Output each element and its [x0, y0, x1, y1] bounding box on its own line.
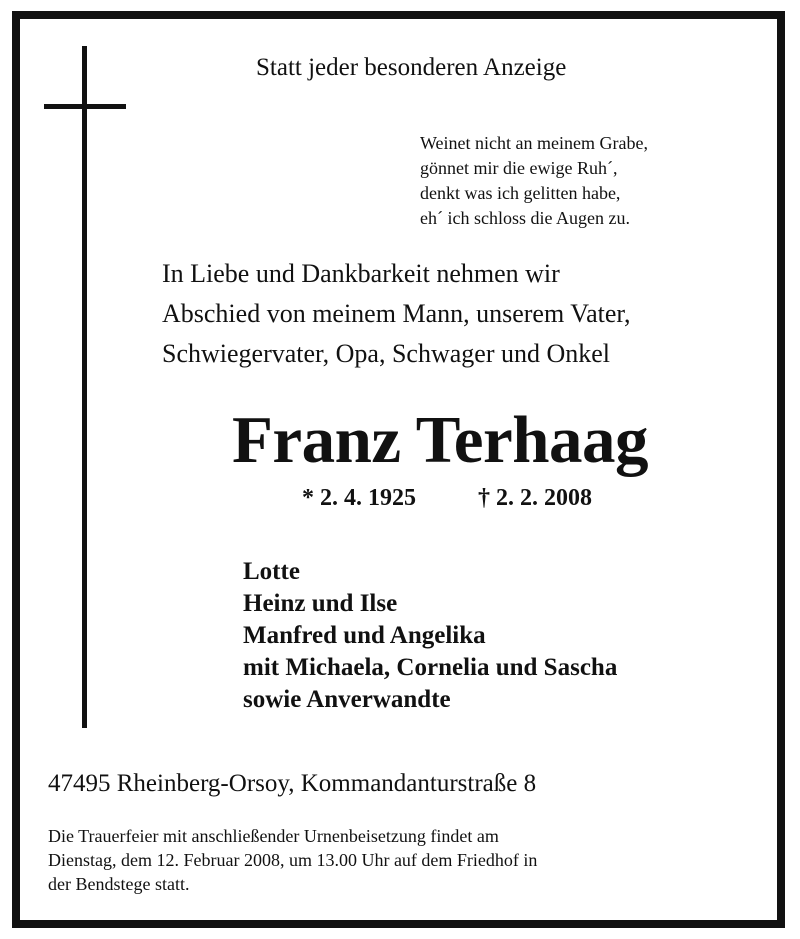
poem-line: eh´ ich schloss die Augen zu.: [420, 208, 630, 228]
funeral-info-line: Die Trauerfeier mit anschließender Urnenbeisetzung findet am: [48, 826, 499, 846]
funeral-info-line: der Bendstege statt.: [48, 874, 190, 894]
birth-date: * 2. 4. 1925: [302, 485, 416, 511]
family-list: [243, 556, 617, 716]
funeral-info: [48, 824, 537, 896]
poem-line: gönnet mir die ewige Ruh´,: [420, 158, 618, 178]
family-member: Manfred und Angelika: [243, 622, 486, 649]
address: 47495 Rheinberg-Orsoy, Kommandanturstraße 8: [48, 770, 537, 797]
death-date: † 2. 2. 2008: [478, 485, 592, 511]
poem-line: Weinet nicht an meinem Grabe,: [420, 133, 648, 153]
family-member: mit Michaela, Cornelia und Sascha: [243, 654, 618, 681]
family-member: Heinz und Ilse: [243, 590, 398, 617]
cross-icon-vertical: [82, 46, 87, 728]
intro-line: Abschied von meinem Mann, unserem Vater,: [162, 299, 631, 328]
deceased-name: Franz Terhaag: [232, 403, 648, 477]
intro-text: [162, 254, 631, 374]
notice-heading: Statt jeder besonderen Anzeige: [256, 54, 567, 81]
intro-line: In Liebe und Dankbarkeit nehmen wir: [162, 259, 560, 288]
poem-line: denkt was ich gelitten habe,: [420, 183, 621, 203]
intro-line: Schwiegervater, Opa, Schwager und Onkel: [162, 339, 611, 368]
cross-icon-horizontal: [44, 104, 126, 109]
poem: [420, 131, 648, 231]
funeral-info-line: Dienstag, dem 12. Februar 2008, um 13.00 Uhr auf dem Friedhof in: [48, 850, 538, 870]
family-member: sowie Anverwandte: [243, 686, 451, 713]
family-member: Lotte: [243, 558, 300, 585]
